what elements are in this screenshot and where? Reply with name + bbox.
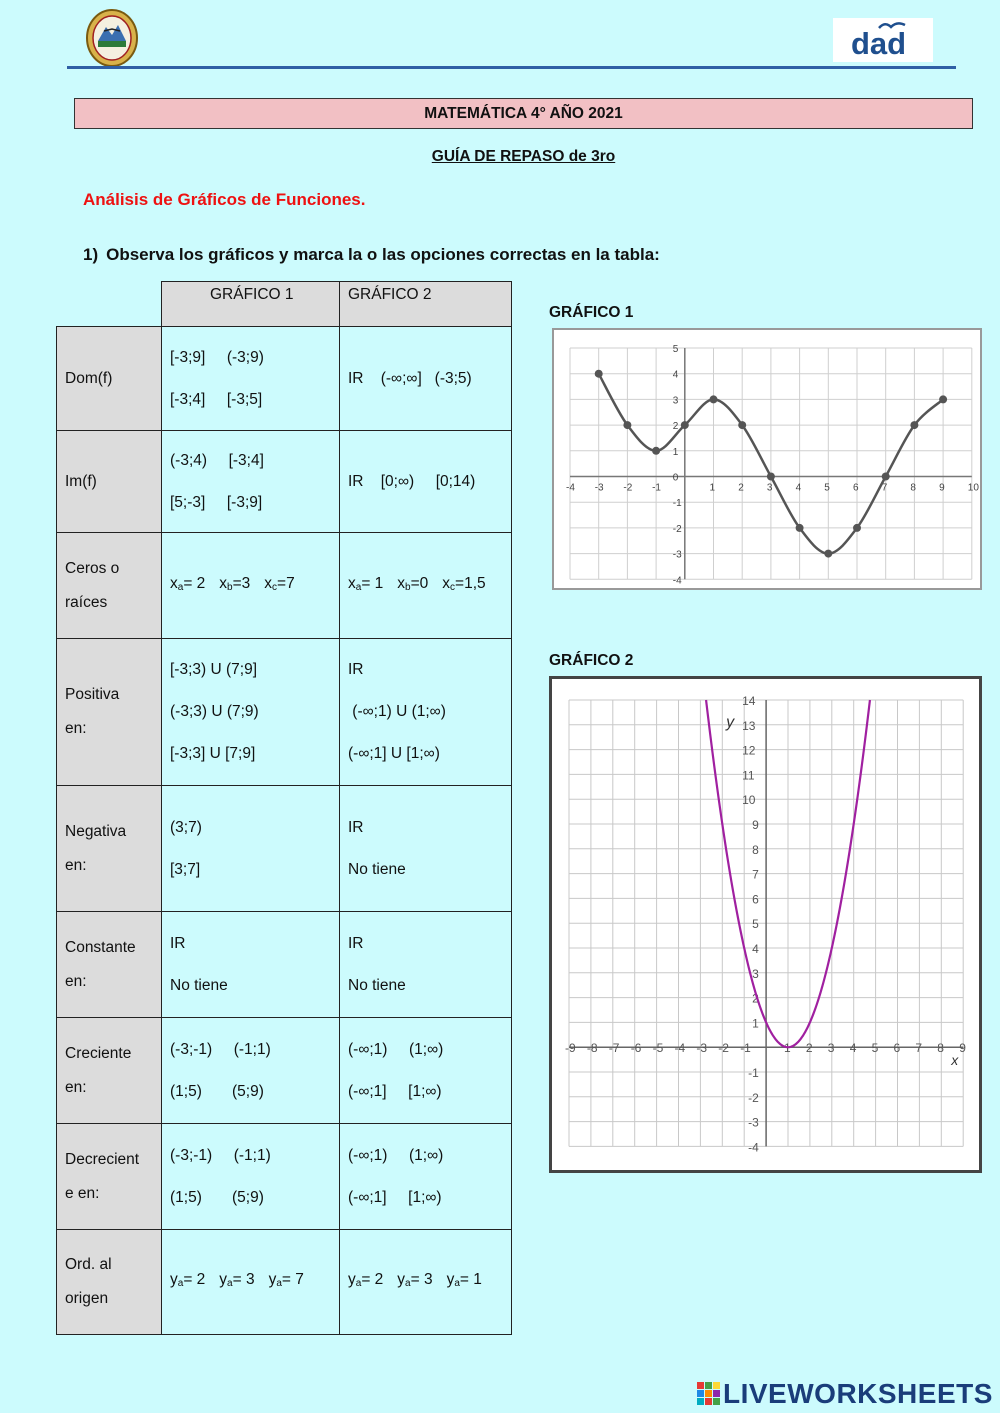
value: =0 bbox=[410, 574, 429, 592]
grafico-2-options bbox=[340, 1230, 512, 1335]
x-tick-label: -3 bbox=[696, 1041, 708, 1056]
subscript: a bbox=[177, 581, 184, 593]
row-label bbox=[57, 533, 162, 639]
y-tick-label: 8 bbox=[752, 842, 759, 857]
column-header-grafico-2: GRÁFICO 2 bbox=[340, 282, 512, 327]
y-tick-label: -2 bbox=[672, 523, 682, 535]
y-tick-label: 0 bbox=[672, 472, 679, 484]
option-line[interactable]: IR (-∞;∞] (-3;5) bbox=[348, 369, 472, 387]
x-tick-label: 7 bbox=[915, 1041, 923, 1056]
row-label-line: e en: bbox=[65, 1184, 100, 1202]
x-tick-label: 4 bbox=[849, 1041, 857, 1056]
grafico-2-options bbox=[340, 533, 512, 639]
row-label bbox=[57, 1230, 162, 1335]
option-line[interactable]: (-∞;1) U (1;∞) bbox=[348, 703, 446, 720]
y-tick-label: -2 bbox=[748, 1090, 759, 1105]
option-line[interactable]: (-3;-1) (-1;1) bbox=[170, 1146, 271, 1164]
subscript-expression bbox=[348, 1271, 383, 1288]
data-point bbox=[738, 421, 746, 429]
subscript: b bbox=[227, 581, 233, 593]
option-line[interactable] bbox=[348, 563, 503, 609]
data-point bbox=[882, 473, 890, 481]
grafico-1-options bbox=[162, 1124, 340, 1230]
subscript-expression bbox=[264, 575, 294, 592]
graph-2-y-label: y bbox=[726, 713, 735, 731]
x-tick-label: -8 bbox=[586, 1041, 598, 1056]
y-tick-label: 13 bbox=[742, 718, 756, 733]
grafico-1-options bbox=[162, 1230, 340, 1335]
x-tick-label: -5 bbox=[652, 1041, 664, 1056]
option-line[interactable]: No tiene bbox=[348, 860, 406, 878]
y-tick-label: 5 bbox=[752, 917, 759, 932]
variable: x bbox=[442, 574, 451, 592]
option-line[interactable]: IR bbox=[348, 934, 364, 952]
x-tick-label: -2 bbox=[718, 1041, 729, 1056]
school-seal-logo bbox=[86, 9, 138, 67]
y-tick-label: 12 bbox=[742, 743, 756, 758]
row-label-line: origen bbox=[65, 1290, 109, 1307]
x-tick-label: -7 bbox=[608, 1041, 620, 1056]
option-line[interactable]: [-3;9] (-3;9) bbox=[170, 348, 264, 366]
x-tick-label: -4 bbox=[566, 482, 575, 494]
row-label bbox=[57, 1124, 162, 1230]
variable: x bbox=[170, 574, 178, 592]
grafico-1-options bbox=[162, 533, 340, 639]
option-line[interactable]: IR [0;∞) [0;14) bbox=[348, 472, 476, 490]
subscript: a bbox=[177, 1278, 184, 1289]
grafico-1-options bbox=[162, 912, 340, 1018]
data-point bbox=[595, 370, 603, 378]
grafico-2-options bbox=[340, 786, 512, 912]
table-corner bbox=[57, 282, 162, 327]
value: = 1 bbox=[361, 574, 384, 592]
x-tick-label: 3 bbox=[766, 482, 773, 494]
row-label-line: raíces bbox=[65, 593, 108, 611]
option-line[interactable]: [-3;4] [-3;5] bbox=[170, 390, 263, 408]
subscript-expression bbox=[348, 575, 383, 592]
option-line[interactable]: IR bbox=[170, 934, 186, 952]
grafico-2-options bbox=[340, 912, 512, 1018]
table-row bbox=[57, 1230, 512, 1335]
footer-brand: LIVEWORKSHEETS bbox=[723, 1378, 993, 1409]
x-tick-label: 4 bbox=[795, 482, 802, 494]
subscript-expression bbox=[442, 575, 485, 592]
y-tick-label: -4 bbox=[748, 1140, 759, 1155]
row-label-line: en: bbox=[65, 720, 87, 737]
header-divider bbox=[67, 66, 956, 69]
grafico-2-options bbox=[340, 1018, 512, 1124]
data-point bbox=[710, 395, 718, 403]
option-line[interactable]: (-∞;1] [1;∞) bbox=[348, 1082, 442, 1100]
row-label bbox=[57, 327, 162, 431]
page-banner: MATEMÁTICA 4° AÑO 2021 bbox=[74, 98, 973, 129]
value: =3 bbox=[232, 574, 251, 592]
x-tick-label: 7 bbox=[881, 482, 888, 494]
grafico-1-options bbox=[162, 786, 340, 912]
value: = 2 bbox=[183, 1271, 206, 1288]
table-row bbox=[57, 786, 512, 912]
x-tick-label: 9 bbox=[939, 482, 945, 494]
table-row bbox=[57, 639, 512, 786]
y-tick-label: 3 bbox=[752, 966, 759, 981]
option-line[interactable]: (1;5) (5;9) bbox=[170, 1082, 264, 1100]
x-tick-label: 10 bbox=[967, 482, 979, 494]
option-line[interactable]: No tiene bbox=[348, 976, 406, 994]
table-row bbox=[57, 912, 512, 1018]
row-label-line: en: bbox=[65, 856, 87, 874]
row-label-line: Decrecient bbox=[65, 1150, 140, 1168]
subscript: b bbox=[405, 581, 411, 593]
row-label-line: Constante bbox=[65, 938, 136, 956]
x-tick-label: -1 bbox=[652, 482, 662, 494]
option-line[interactable]: (-3;-1) (-1;1) bbox=[170, 1040, 271, 1058]
variable: y bbox=[170, 1271, 178, 1288]
subscript: c bbox=[450, 581, 456, 593]
x-tick-label: -1 bbox=[740, 1041, 751, 1056]
data-point bbox=[652, 447, 660, 455]
question-1 bbox=[83, 245, 660, 265]
liveworksheets-footer bbox=[697, 1378, 997, 1410]
subscript-expression bbox=[170, 575, 205, 592]
value: = 3 bbox=[410, 1271, 433, 1288]
x-tick-label: 2 bbox=[738, 482, 744, 494]
subscript-expression bbox=[219, 1271, 254, 1288]
variable: x bbox=[219, 574, 228, 592]
row-label-line: Ord. al bbox=[65, 1256, 112, 1273]
option-line[interactable]: (-∞;1] [1;∞) bbox=[348, 1188, 442, 1206]
page-subtitle: GUÍA DE REPASO de 3ro bbox=[431, 148, 616, 165]
subscript: a bbox=[227, 1278, 233, 1289]
y-tick-label: 2 bbox=[672, 421, 679, 433]
value: =1,5 bbox=[455, 574, 486, 592]
y-tick-label: 4 bbox=[752, 942, 759, 956]
y-tick-label: 7 bbox=[752, 867, 759, 882]
dad-logo bbox=[833, 18, 933, 62]
variable: x bbox=[397, 574, 406, 592]
x-tick-label: -3 bbox=[594, 482, 604, 494]
y-tick-label: -1 bbox=[748, 1066, 759, 1080]
y-tick-label: -4 bbox=[672, 575, 682, 587]
data-point bbox=[623, 421, 631, 429]
y-tick-label: 3 bbox=[672, 395, 679, 407]
row-label bbox=[57, 1018, 162, 1124]
row-label-line: Dom(f) bbox=[65, 369, 113, 387]
x-tick-label: 8 bbox=[910, 482, 916, 494]
grafico-2-options bbox=[340, 639, 512, 786]
option-line[interactable]: (-∞;1) (1;∞) bbox=[348, 1040, 444, 1058]
subscript-expression bbox=[397, 575, 428, 592]
y-tick-label: 14 bbox=[742, 694, 756, 708]
value: = 1 bbox=[459, 1271, 482, 1288]
subscript: a bbox=[355, 581, 362, 593]
option-line[interactable]: [3;7] bbox=[170, 860, 201, 878]
option-line[interactable]: [5;-3] [-3;9] bbox=[170, 493, 263, 511]
value: =7 bbox=[277, 574, 295, 592]
option-line[interactable]: (-3;4) [-3;4] bbox=[170, 451, 264, 469]
answer-table bbox=[56, 281, 512, 1335]
x-tick-label: 3 bbox=[827, 1041, 835, 1056]
table-row bbox=[57, 431, 512, 533]
row-label bbox=[57, 431, 162, 533]
row-label-line: Im(f) bbox=[65, 472, 97, 490]
subscript-expression bbox=[447, 1271, 482, 1288]
row-label bbox=[57, 639, 162, 786]
option-line[interactable]: (1;5) (5;9) bbox=[170, 1188, 264, 1206]
grafico-1-options bbox=[162, 639, 340, 786]
row-label-line: Positiva bbox=[65, 686, 120, 703]
value: = 7 bbox=[281, 1271, 304, 1288]
y-tick-label: 1 bbox=[672, 446, 679, 458]
option-line[interactable]: (-∞;1) (1;∞) bbox=[348, 1146, 444, 1164]
graph-1-title: GRÁFICO 1 bbox=[549, 304, 634, 321]
option-line[interactable]: (-3;3) U (7;9) bbox=[170, 703, 259, 720]
option-line[interactable] bbox=[170, 1259, 331, 1305]
data-point bbox=[910, 421, 918, 429]
grafico-1-options bbox=[162, 1018, 340, 1124]
x-tick-label: 9 bbox=[959, 1041, 966, 1056]
y-tick-label: 1 bbox=[752, 1016, 759, 1031]
graph-2 bbox=[549, 676, 982, 1173]
subscript-expression bbox=[219, 575, 250, 592]
y-tick-label: 9 bbox=[752, 818, 759, 832]
option-line[interactable]: IR bbox=[348, 818, 364, 836]
value: = 3 bbox=[232, 1271, 255, 1288]
x-tick-label: -6 bbox=[630, 1041, 642, 1056]
data-point bbox=[824, 550, 832, 558]
table-row bbox=[57, 1124, 512, 1230]
x-tick-label: -4 bbox=[674, 1041, 686, 1056]
liveworksheets-logo-icon bbox=[697, 1382, 721, 1406]
option-line[interactable]: [-3;3] U [7;9] bbox=[170, 745, 256, 762]
option-line[interactable]: (3;7) bbox=[170, 818, 202, 836]
grafico-1-options bbox=[162, 327, 340, 431]
section-title: Análisis de Gráficos de Funciones. bbox=[83, 190, 366, 209]
option-line[interactable] bbox=[170, 563, 331, 609]
graph-2-title: GRÁFICO 2 bbox=[549, 652, 634, 669]
row-label bbox=[57, 912, 162, 1018]
variable: y bbox=[397, 1271, 406, 1288]
data-point bbox=[853, 524, 861, 532]
variable: x bbox=[264, 574, 273, 592]
column-header-grafico-1: GRÁFICO 1 bbox=[162, 282, 340, 327]
value: = 2 bbox=[183, 574, 206, 592]
table-row bbox=[57, 327, 512, 431]
table-row bbox=[57, 1018, 512, 1124]
row-label-line: en: bbox=[65, 972, 87, 990]
variable: y bbox=[348, 1271, 356, 1288]
subscript-expression bbox=[397, 1271, 432, 1288]
table-row bbox=[57, 533, 512, 639]
grafico-2-options bbox=[340, 1124, 512, 1230]
option-line[interactable]: [-3;3) U (7;9] bbox=[170, 661, 257, 678]
y-tick-label: 10 bbox=[742, 793, 756, 808]
y-tick-label: -1 bbox=[672, 498, 682, 510]
value: = 2 bbox=[361, 1271, 384, 1288]
subscript: c bbox=[272, 581, 278, 593]
y-tick-label: 4 bbox=[672, 369, 679, 381]
grafico-2-options bbox=[340, 327, 512, 431]
option-line[interactable] bbox=[348, 1259, 503, 1305]
row-label-line: Negativa bbox=[65, 822, 127, 840]
row-label-line: Ceros o bbox=[65, 559, 120, 577]
data-point bbox=[767, 473, 775, 481]
subscript-expression bbox=[269, 1271, 304, 1288]
subscript: a bbox=[276, 1278, 282, 1289]
x-tick-label: 5 bbox=[824, 482, 830, 494]
y-tick-label: 2 bbox=[752, 991, 759, 1006]
data-point bbox=[681, 421, 689, 429]
row-label-line: Creciente bbox=[65, 1044, 132, 1062]
subscript: a bbox=[355, 1278, 362, 1289]
y-tick-label: 5 bbox=[672, 344, 679, 355]
y-tick-label: -3 bbox=[748, 1115, 759, 1130]
variable: x bbox=[348, 574, 356, 592]
question-number: 1) bbox=[83, 245, 99, 264]
x-tick-label: 5 bbox=[871, 1041, 879, 1056]
y-tick-label: 6 bbox=[752, 892, 759, 907]
dad-logo-text: dad bbox=[851, 26, 907, 61]
row-label bbox=[57, 786, 162, 912]
data-point bbox=[939, 395, 947, 403]
grafico-2-options bbox=[340, 431, 512, 533]
x-tick-label: 1 bbox=[784, 1041, 791, 1056]
graph-2-x-label: x bbox=[951, 1052, 959, 1069]
x-tick-label: 6 bbox=[853, 482, 859, 494]
data-point bbox=[796, 524, 804, 532]
option-line[interactable]: No tiene bbox=[170, 976, 228, 994]
variable: y bbox=[446, 1271, 455, 1288]
x-tick-label: 8 bbox=[937, 1041, 944, 1056]
x-tick-label: 6 bbox=[893, 1041, 901, 1056]
x-tick-label: -9 bbox=[565, 1041, 576, 1056]
row-label-line: en: bbox=[65, 1078, 87, 1096]
subscript: a bbox=[405, 1278, 411, 1289]
subscript: a bbox=[454, 1278, 460, 1289]
graph-1 bbox=[552, 328, 982, 590]
x-tick-label: 2 bbox=[805, 1041, 813, 1056]
subscript-expression bbox=[170, 1271, 205, 1288]
option-line[interactable]: (-∞;1] U [1;∞) bbox=[348, 745, 440, 762]
variable: y bbox=[268, 1271, 277, 1288]
y-tick-label: -3 bbox=[672, 549, 682, 561]
x-tick-label: 1 bbox=[709, 482, 716, 494]
y-tick-label: 11 bbox=[742, 768, 755, 783]
variable: y bbox=[219, 1271, 228, 1288]
question-text: Observa los gráficos y marca la o las opciones correctas en la tabla: bbox=[106, 245, 660, 264]
x-tick-label: -2 bbox=[623, 482, 633, 494]
grafico-1-options bbox=[162, 431, 340, 533]
option-line[interactable]: IR bbox=[348, 661, 364, 678]
